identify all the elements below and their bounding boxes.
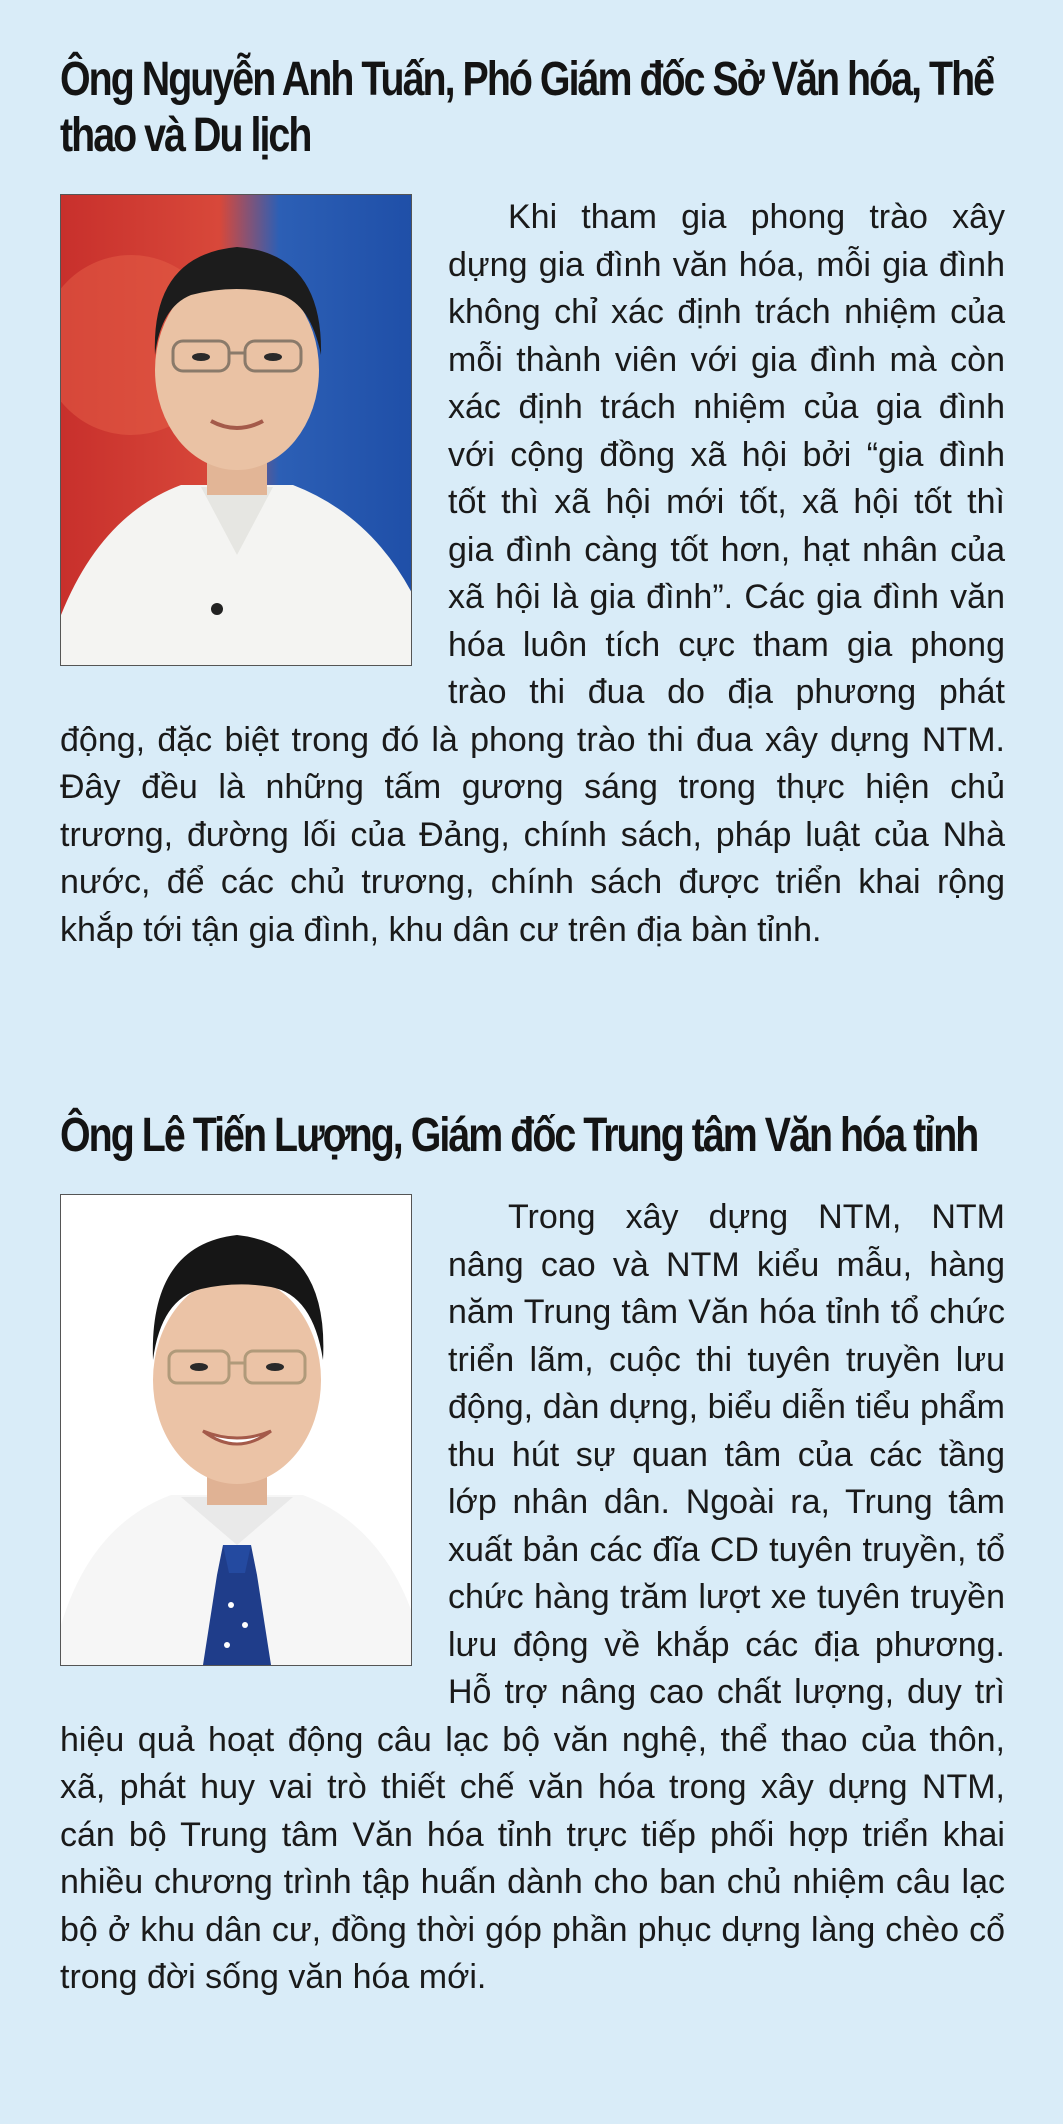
portrait-image (61, 195, 412, 666)
interview-section-1 (60, 52, 1005, 954)
section-body-text: Khi tham gia phong trào xây dựng gia đình văn hóa, mỗi gia đình không chỉ xác định trách nhiệm của mỗi thành viên với gia đình mà còn xác định trách nhiệm của gia đình với cộng đồng xã hội bởi “gia đình tốt thì xã hội mới tốt, xã hội tốt thì gia đình càng tốt hơn, hạt nhân của xã hội là gia đình”. Các gia đình văn hóa luôn tích cực tham gia phong trào thi đua do địa phương phát động, đặc biệt trong đó là phong trào thi đua xây dựng NTM. Đây đều là những tấm gương sáng trong thực hiện chủ trương, đường lối của Đảng, chính sách, pháp luật của Nhà nước, để các chủ trương, chính sách được triển khai rộng khắp tới tận gia đình, khu dân cư trên địa bàn tỉnh. (60, 198, 1005, 949)
section-heading: Ông Lê Tiến Lượng, Giám đốc Trung tâm Văn hóa tỉnh (60, 1109, 978, 1162)
section-heading: Ông Nguyễn Anh Tuấn, Phó Giám đốc Sở Văn hóa, Thể thao và Du lịch (60, 53, 994, 162)
portrait-photo-nguyen-anh-tuan (60, 194, 412, 666)
interview-section-2 (60, 1108, 1005, 2002)
portrait-photo-le-tien-luong (60, 1194, 412, 1666)
section-body-text: Trong xây dựng NTM, NTM nâng cao và NTM kiểu mẫu, hàng năm Trung tâm Văn hóa tỉnh tổ chức triển lãm, cuộc thi tuyên truyền lưu động, dàn dựng, biểu diễn tiểu phẩm thu hút sự quan tâm của các tầng lớp nhân dân. Ngoài ra, Trung tâm xuất bản các đĩa CD tuyên truyền, tổ chức hàng trăm lượt xe tuyên truyền lưu động về khắp các địa phương. Hỗ trợ nâng cao chất lượng, duy trì hiệu quả hoạt động câu lạc bộ văn nghệ, thể thao của thôn, xã, phát huy vai trò thiết chế văn hóa trong xây dựng NTM, cán bộ Trung tâm Văn hóa tỉnh trực tiếp phối hợp triển khai nhiều chương trình tập huấn dành cho ban chủ nhiệm câu lạc bộ ở khu dân cư, đồng thời góp phần phục dựng làng chèo cổ trong đời sống văn hóa mới. (60, 1198, 1005, 1996)
portrait-image (61, 1195, 412, 1666)
